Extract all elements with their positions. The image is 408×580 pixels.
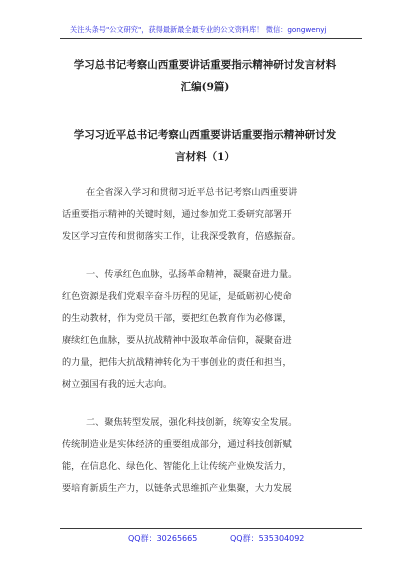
- paragraph-line: 一、传承红色血脉，弘扬革命精神，凝聚奋进力量。: [86, 269, 298, 280]
- header-divider: [60, 38, 362, 39]
- paragraph-line: 传统制造业是实体经济的重要组成部分，通过科技创新赋: [62, 439, 292, 450]
- paragraph-line: 的力量，把伟大抗战精神转化为干事创业的责任和担当，: [62, 357, 292, 368]
- paragraph-line: 赓续红色血脉，要从抗战精神中汲取革命信仰，凝聚奋进: [62, 335, 292, 346]
- header-banner: 关注头条号"公文研究"，获得最新最全最专业的公文资料库！ 微信：gongwenyj: [70, 25, 327, 34]
- paragraph-line: 的生动教材，作为党员干部，要把红色教育作为必修课，: [62, 313, 292, 324]
- document-title-line-1: 学习总书记考察山西重要讲话重要指示精神研讨发言材料: [73, 59, 337, 71]
- paragraph-line: 话重要指示精神的关键时刻，通过参加党工委研究部署开: [62, 209, 292, 220]
- paragraph-line: 二、聚焦转型发展，强化科技创新，统筹安全发展。: [86, 417, 298, 428]
- footer-qq-group-2: QQ群：535304092: [230, 534, 305, 543]
- footer-divider: [60, 528, 362, 529]
- section-title-line-2: 言材料（1）: [175, 151, 235, 163]
- paragraph-line: 树立强国有我的远大志向。: [62, 379, 173, 390]
- paragraph-line: 能，在信息化、绿色化、智能化上让传统产业焕发活力，: [62, 461, 292, 472]
- paragraph-line: 要培育新质生产力，以链条式思维抓产业集聚，大力发展: [62, 483, 292, 494]
- paragraph-line: 在全省深入学习和贯彻习近平总书记考察山西重要讲: [86, 187, 298, 198]
- section-title-line-1: 学习习近平总书记考察山西重要讲话重要指示精神研讨发: [73, 129, 337, 141]
- footer-qq-group-1: QQ群：30265665: [128, 534, 198, 543]
- document-title-line-2: 汇编(9篇): [180, 81, 230, 93]
- paragraph-line: 红色资源是我们党艰辛奋斗历程的见证，是砥砺初心使命: [62, 291, 292, 302]
- paragraph-line: 发区学习宣传和贯彻落实工作，让我深受教育，倍感振奋。: [62, 231, 301, 242]
